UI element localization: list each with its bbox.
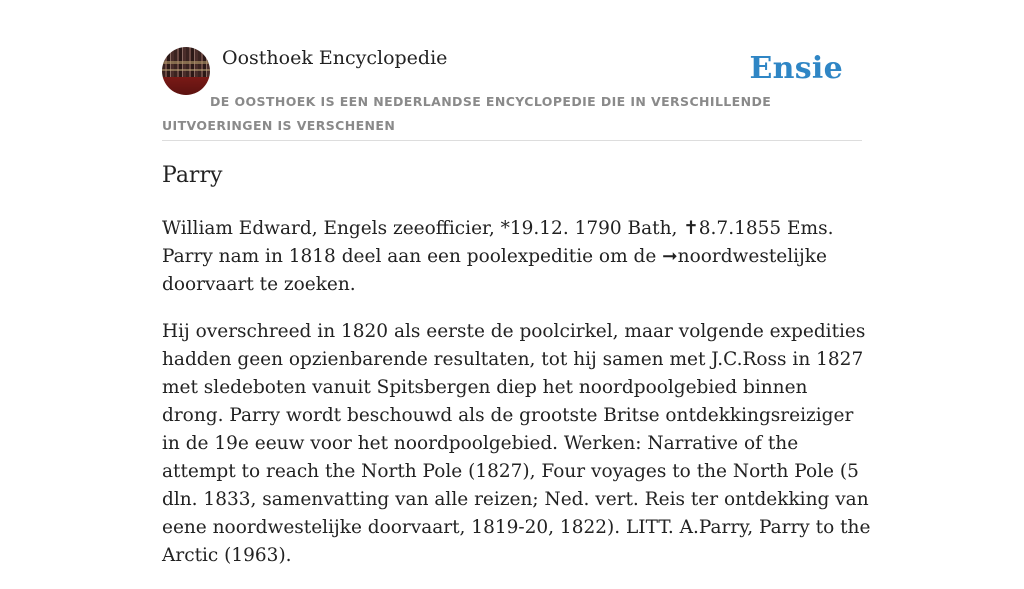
article-body [162, 215, 874, 589]
site-header [162, 46, 862, 141]
article-paragraph: Hij overschreed in 1820 als eerste de poolcirkel, maar volgende expedities hadden geen opzienbarende resultaten, tot hij samen met J.C.Ross in 1827 met sledeboten vanuit Spitsbergen diep het noordpoolgebied binnen drong. Parry wordt beschouwd als de grootste Britse ontdekkingsreiziger in de 19e eeuw voor het noordpoolgebied. Werken: Narrative of the attempt to reach the North Pole (1827), Four voyages to the North Pole (5 dln. 1833, samenvatting van alle reizen; Ned. vert. Reis ter ontdekking van eene noordwestelijke doorvaart, 1819-20, 1822). LITT. A.Parry, Parry to the Arctic (1963). [162, 321, 871, 566]
ensie-logo[interactable]: Ensie [749, 51, 843, 86]
article-title: Parry [162, 163, 223, 188]
site-name[interactable]: Oosthoek Encyclopedie [222, 47, 448, 69]
article-paragraph: William Edward, Engels zeeofficier, *19.12. 1790 Bath, ✝8.7.1855 Ems. Parry nam in 1818 deel aan een poolexpeditie om de ➞noordwestelijke doorvaart te zoeken. [162, 218, 834, 295]
site-tagline: DE OOSTHOEK IS EEN NEDERLANDSE ENCYCLOPEDIE DIE IN VERSCHILLENDE UITVOERINGEN IS VERSCHENEN [162, 94, 772, 133]
encyclopedia-avatar[interactable] [162, 47, 210, 95]
